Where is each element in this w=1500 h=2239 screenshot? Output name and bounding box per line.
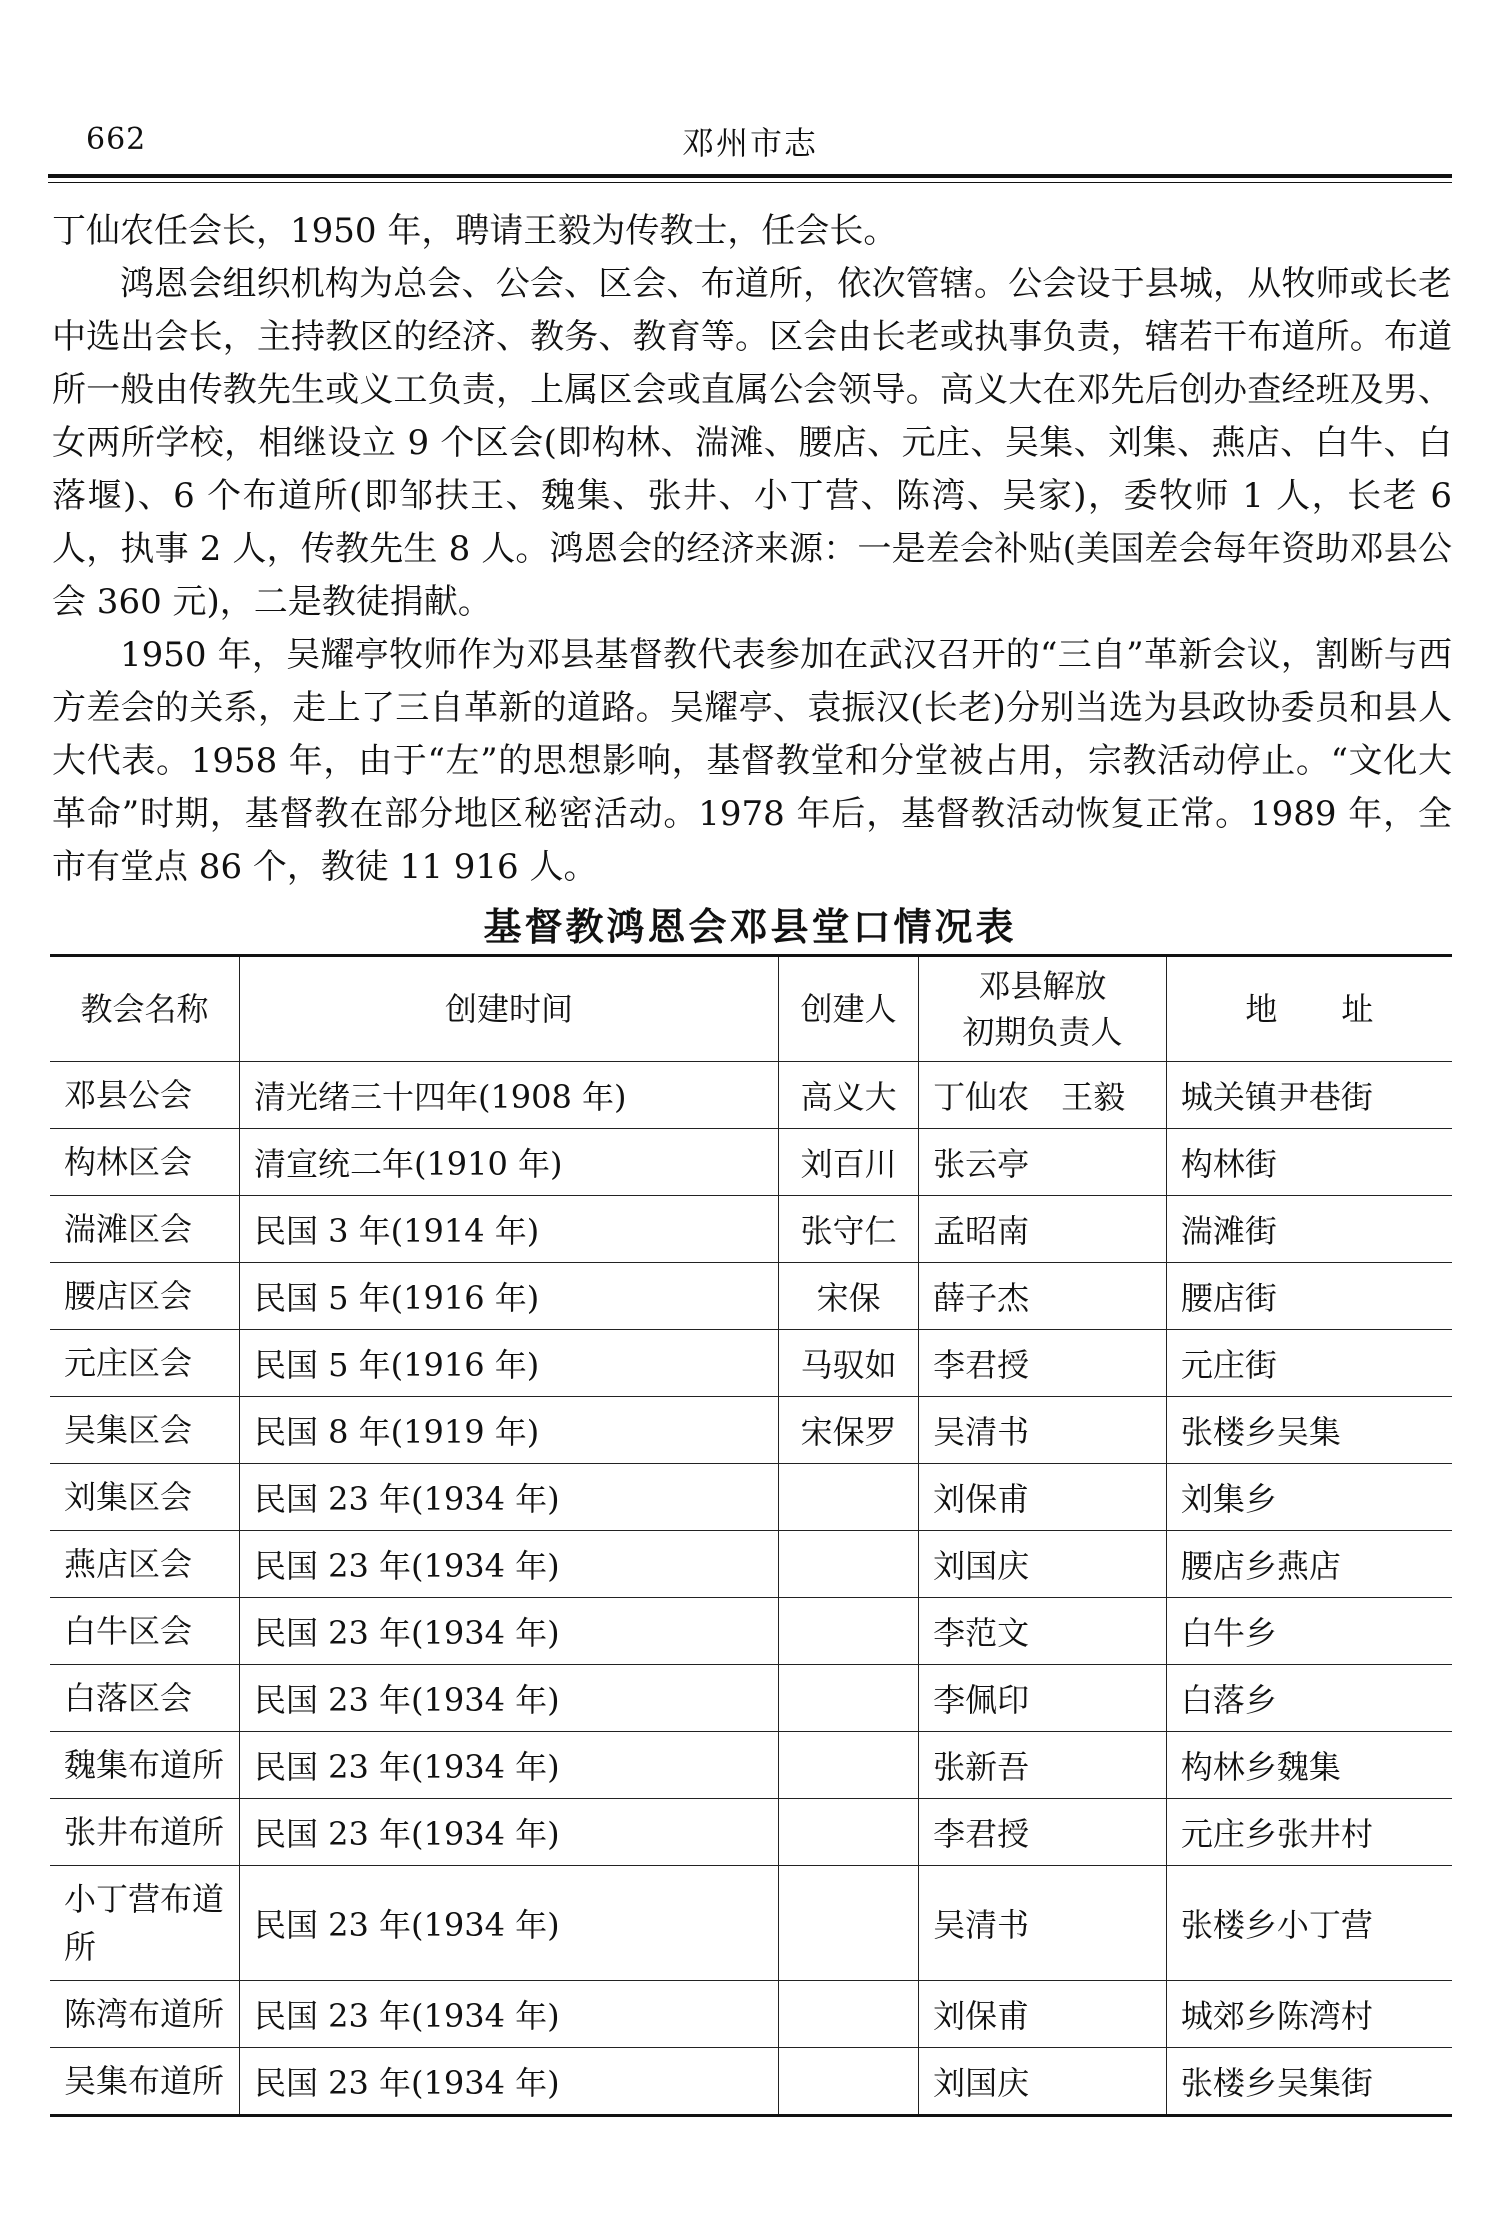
cell-founded-date: 民国 23 年(1934 年)	[239, 1799, 778, 1866]
cell-founder	[779, 2048, 919, 2116]
cell-address: 白落乡	[1166, 1665, 1452, 1732]
page-header	[48, 118, 1452, 174]
cell-founder	[779, 1981, 919, 2048]
cell-leader: 吴清书	[919, 1866, 1167, 1981]
cell-address: 张楼乡吴集街	[1166, 2048, 1452, 2116]
cell-founded-date: 民国 3 年(1914 年)	[239, 1196, 778, 1263]
column-header-address: 地 址	[1166, 956, 1452, 1062]
cell-address: 构林街	[1166, 1129, 1452, 1196]
cell-address: 城关镇尹巷街	[1166, 1062, 1452, 1129]
cell-founded-date: 民国 23 年(1934 年)	[239, 1464, 778, 1531]
cell-church-name: 燕店区会	[50, 1531, 239, 1598]
cell-church-name: 构林区会	[50, 1129, 239, 1196]
cell-founder	[779, 1732, 919, 1799]
column-header-founded: 创建时间	[239, 956, 778, 1062]
cell-address: 湍滩街	[1166, 1196, 1452, 1263]
cell-founder: 高义大	[779, 1062, 919, 1129]
cell-address: 构林乡魏集	[1166, 1732, 1452, 1799]
table-row	[50, 1531, 1452, 1598]
cell-church-name: 刘集区会	[50, 1464, 239, 1531]
cell-founded-date: 民国 23 年(1934 年)	[239, 1598, 778, 1665]
cell-leader: 刘保甫	[919, 1981, 1167, 2048]
column-header-leader	[919, 956, 1167, 1062]
cell-address: 刘集乡	[1166, 1464, 1452, 1531]
cell-founder: 宋保	[779, 1263, 919, 1330]
cell-leader: 张云亭	[919, 1129, 1167, 1196]
cell-leader: 张新吾	[919, 1732, 1167, 1799]
cell-leader: 吴清书	[919, 1397, 1167, 1464]
cell-founder	[779, 1598, 919, 1665]
paragraph: 鸿恩会组织机构为总会、公会、区会、布道所，依次管辖。公会设于县城，从牧师或长老中选出会长，主持教区的经济、教务、教育等。区会由长老或执事负责，辖若干布道所。布道所一般由传教先生或义工负责，上属区会或直属公会领导。高义大在邓先后创办查经班及男、女两所学校，相继设立 9 个区会(即构林、湍滩、腰店、元庄、吴集、刘集、燕店、白牛、白落堰)、6 个布道所(即邹扶王、魏集、张井、小丁营、陈湾、吴家)，委牧师 1 人，长老 6 人，执事 2 人，传教先生 8 人。鸿恩会的经济来源：一是差会补贴(美国差会每年资助邓县公会 360 元)，二是教徒捐献。	[52, 264, 1452, 622]
cell-founder: 宋保罗	[779, 1397, 919, 1464]
cell-church-name: 吴集区会	[50, 1397, 239, 1464]
cell-founded-date: 民国 23 年(1934 年)	[239, 1866, 778, 1981]
table-row	[50, 1397, 1452, 1464]
cell-church-name: 湍滩区会	[50, 1196, 239, 1263]
cell-leader: 李范文	[919, 1598, 1167, 1665]
table-title: 基督教鸿恩会邓县堂口情况表	[483, 905, 1017, 949]
cell-church-name: 小丁营布道所	[50, 1866, 239, 1981]
cell-founded-date: 民国 23 年(1934 年)	[239, 1531, 778, 1598]
cell-church-name: 腰店区会	[50, 1263, 239, 1330]
running-title: 邓州市志	[681, 124, 818, 162]
cell-leader: 李佩印	[919, 1665, 1167, 1732]
cell-church-name: 元庄区会	[50, 1330, 239, 1397]
cell-leader: 李君授	[919, 1330, 1167, 1397]
cell-founded-date: 民国 23 年(1934 年)	[239, 1665, 778, 1732]
cell-founded-date: 民国 5 年(1916 年)	[239, 1263, 778, 1330]
header-rule-thin	[48, 182, 1452, 183]
cell-church-name: 白牛区会	[50, 1598, 239, 1665]
column-header-name: 教会名称	[50, 956, 239, 1062]
table-row	[50, 1129, 1452, 1196]
cell-address: 白牛乡	[1166, 1598, 1452, 1665]
cell-founder	[779, 1531, 919, 1598]
cell-leader: 丁仙农 王毅	[919, 1062, 1167, 1129]
table-row	[50, 1598, 1452, 1665]
cell-church-name: 陈湾布道所	[50, 1981, 239, 2048]
cell-leader: 刘保甫	[919, 1464, 1167, 1531]
cell-church-name: 白落区会	[50, 1665, 239, 1732]
column-header-founder: 创建人	[779, 956, 919, 1062]
cell-church-name: 邓县公会	[50, 1062, 239, 1129]
cell-founded-date: 清光绪三十四年(1908 年)	[239, 1062, 778, 1129]
cell-founder: 张守仁	[779, 1196, 919, 1263]
cell-founder	[779, 1799, 919, 1866]
cell-address: 元庄乡张井村	[1166, 1799, 1452, 1866]
cell-leader: 李君授	[919, 1799, 1167, 1866]
cell-founder	[779, 1665, 919, 1732]
cell-founder	[779, 1866, 919, 1981]
cell-founded-date: 清宣统二年(1910 年)	[239, 1129, 778, 1196]
header-rule	[48, 174, 1452, 178]
cell-leader: 薛子杰	[919, 1263, 1167, 1330]
paragraph: 1950 年，吴耀亭牧师作为邓县基督教代表参加在武汉召开的“三自”革新会议，割断与西方差会的关系，走上了三自革新的道路。吴耀亭、袁振汉(长老)分别当选为县政协委员和县人大代表。1958 年，由于“左”的思想影响，基督教堂和分堂被占用，宗教活动停止。“文化大革命”时期，基督教在部分地区秘密活动。1978 年后，基督教活动恢复正常。1989 年，全市有堂点 86 个，教徒 11 916 人。	[52, 635, 1452, 887]
table-row	[50, 1330, 1452, 1397]
cell-founded-date: 民国 8 年(1919 年)	[239, 1397, 778, 1464]
cell-address: 城郊乡陈湾村	[1166, 1981, 1452, 2048]
cell-church-name: 吴集布道所	[50, 2048, 239, 2116]
table-row	[50, 1981, 1452, 2048]
cell-address: 张楼乡吴集	[1166, 1397, 1452, 1464]
church-table	[50, 954, 1452, 2117]
table-row	[50, 1464, 1452, 1531]
cell-leader: 孟昭南	[919, 1196, 1167, 1263]
cell-church-name: 张井布道所	[50, 1799, 239, 1866]
cell-founder: 刘百川	[779, 1129, 919, 1196]
body-text	[52, 205, 1452, 894]
table-header-row	[50, 956, 1452, 1062]
cell-founded-date: 民国 23 年(1934 年)	[239, 1981, 778, 2048]
table-row	[50, 1732, 1452, 1799]
cell-address: 张楼乡小丁营	[1166, 1866, 1452, 1981]
cell-address: 腰店街	[1166, 1263, 1452, 1330]
cell-address: 腰店乡燕店	[1166, 1531, 1452, 1598]
column-header-leader-line1: 邓县解放	[978, 967, 1107, 1005]
cell-leader: 刘国庆	[919, 1531, 1167, 1598]
table-row	[50, 2048, 1452, 2116]
cell-founded-date: 民国 5 年(1916 年)	[239, 1330, 778, 1397]
table-row	[50, 1866, 1452, 1981]
page-number: 662	[86, 122, 147, 157]
church-table-container	[50, 954, 1452, 2117]
cell-leader: 刘国庆	[919, 2048, 1167, 2116]
table-row	[50, 1263, 1452, 1330]
table-row	[50, 1062, 1452, 1129]
table-row	[50, 1799, 1452, 1866]
table-row	[50, 1196, 1452, 1263]
cell-founded-date: 民国 23 年(1934 年)	[239, 2048, 778, 2116]
cell-founder: 马驭如	[779, 1330, 919, 1397]
cell-founded-date: 民国 23 年(1934 年)	[239, 1732, 778, 1799]
paragraph: 丁仙农任会长，1950 年，聘请王毅为传教士，任会长。	[52, 211, 898, 251]
cell-church-name: 魏集布道所	[50, 1732, 239, 1799]
table-body	[50, 1062, 1452, 2116]
table-row	[50, 1665, 1452, 1732]
column-header-leader-line2: 初期负责人	[962, 1013, 1123, 1051]
cell-address: 元庄街	[1166, 1330, 1452, 1397]
cell-founder	[779, 1464, 919, 1531]
